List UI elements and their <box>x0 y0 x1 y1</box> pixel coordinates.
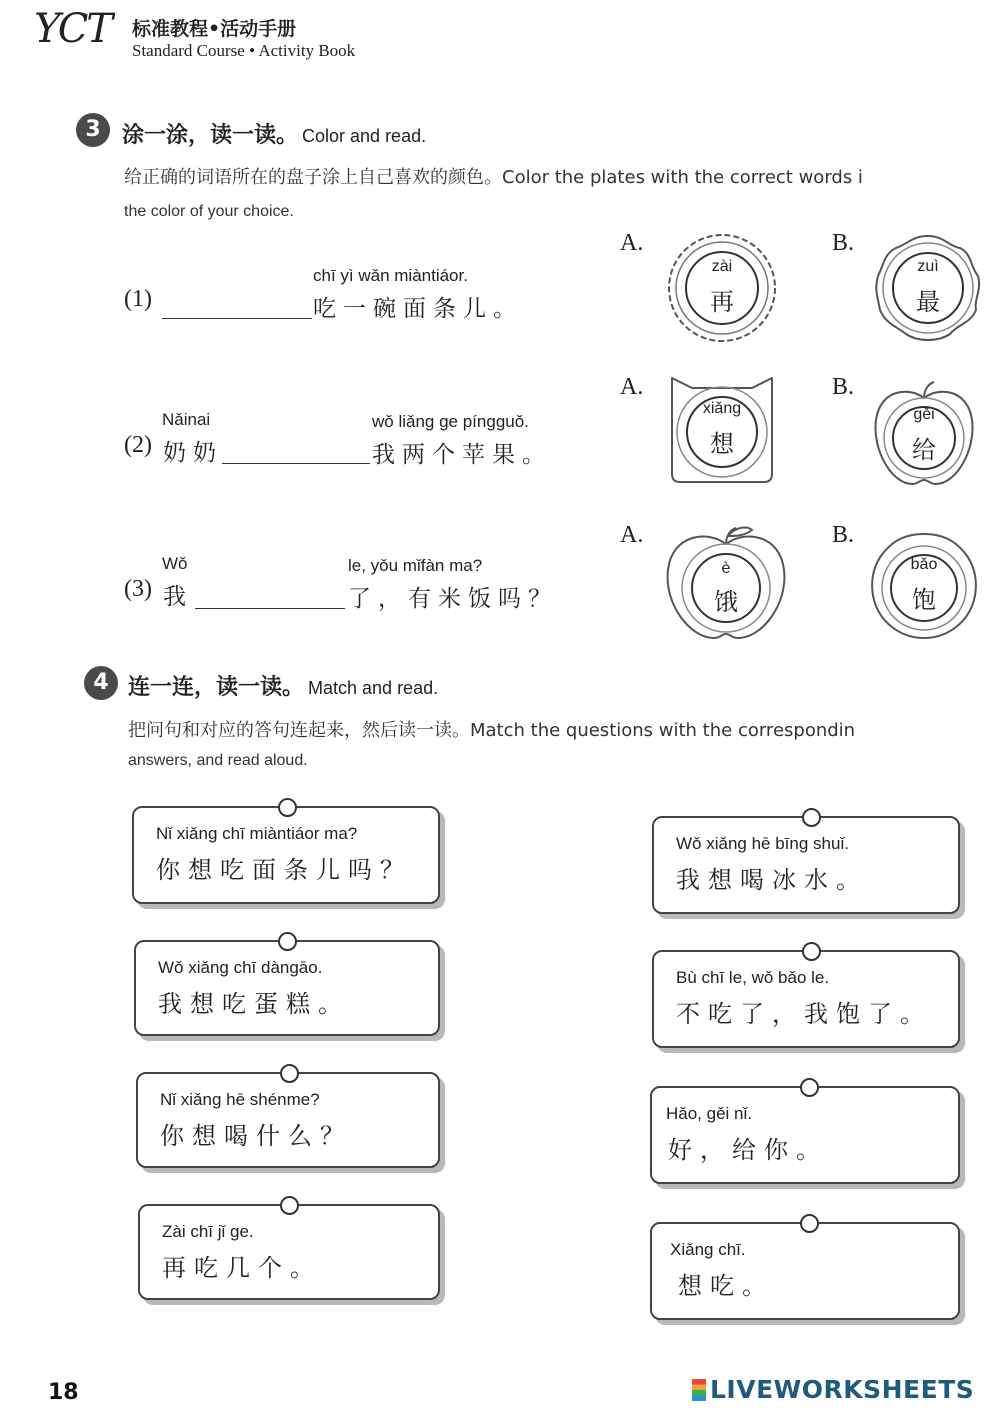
page-number: 18 <box>48 1380 79 1405</box>
section-3-title-cn: 涂一涂，读一读。 <box>122 123 299 148</box>
question-1-option-b-label: B. <box>832 230 855 256</box>
question-2-option-a-plate[interactable] <box>666 374 778 486</box>
question-3-option-a-label: A. <box>620 522 644 548</box>
question-2-number: (2) <box>124 432 152 458</box>
question-card-2-dot[interactable] <box>278 932 297 951</box>
apple-plate-icon <box>664 522 788 640</box>
liveworksheets-brand: LIVEWORKSHEETS <box>710 1375 975 1404</box>
question-1-option-a-pinyin: zài <box>711 258 733 275</box>
question-3-option-a-plate[interactable] <box>664 522 776 634</box>
answer-card-2 <box>652 950 960 1048</box>
answer-card-2-pinyin: Bù chī le, wǒ bǎo le. <box>676 968 830 987</box>
liveworksheets-logo <box>692 1375 974 1404</box>
question-1-option-a-plate[interactable] <box>666 232 778 344</box>
question-card-2 <box>134 940 440 1036</box>
question-card-3-hanzi: 你想喝什么？ <box>160 1122 352 1150</box>
answer-card-3 <box>650 1086 960 1184</box>
question-1-number: (1) <box>124 286 152 312</box>
answer-card-3-pinyin: Hǎo, gěi nǐ. <box>666 1104 752 1123</box>
answer-card-1-dot[interactable] <box>802 808 821 827</box>
question-1-option-b-hanzi: 最 <box>916 288 940 316</box>
book-subtitle: Standard Course • Activity Book <box>132 41 356 60</box>
question-3-blank[interactable] <box>195 608 345 609</box>
question-3-option-b-label: B. <box>832 522 855 548</box>
question-1-blank[interactable] <box>162 318 312 319</box>
question-3-pre-pinyin: Wǒ <box>162 554 188 573</box>
question-card-1-hanzi: 你想吃面条儿吗？ <box>156 856 412 884</box>
section-4-number: 4 <box>84 666 118 700</box>
section-3-title <box>122 118 426 149</box>
answer-card-4-dot[interactable] <box>800 1214 819 1233</box>
yct-logo: YCT <box>34 6 111 52</box>
answer-card-4 <box>650 1222 960 1320</box>
section-3-title-en: Color and read. <box>302 126 427 146</box>
question-2-pre-hanzi: 奶奶 <box>163 440 223 466</box>
question-card-2-pinyin: Wǒ xiǎng chī dàngāo. <box>158 958 323 977</box>
question-2-option-a-label: A. <box>620 374 644 400</box>
question-3-option-b-hanzi: 饱 <box>912 586 936 614</box>
answer-card-4-pinyin: Xiǎng chī. <box>670 1240 746 1259</box>
section-4-instruction: 把问句和对应的答句连起来，然后读一读。Match the questions with the correspondin <box>128 720 856 741</box>
question-card-4-pinyin: Zài chī jǐ ge. <box>162 1222 254 1241</box>
question-2-post-hanzi: 我两个苹果。 <box>372 442 552 468</box>
section-3-instruction: 给正确的词语所在的盘子涂上自己喜欢的颜色。Color the plates with the correct words i <box>124 167 863 188</box>
question-2-option-a-hanzi: 想 <box>710 430 734 458</box>
question-1-post-hanzi: 吃一碗面条儿。 <box>313 296 523 322</box>
question-3-option-a-pinyin: è <box>721 560 731 577</box>
question-2-option-a-pinyin: xiǎng <box>702 400 742 417</box>
answer-card-1-hanzi: 我想喝冰水。 <box>676 866 868 894</box>
question-2-post-pinyin: wǒ liǎng ge píngguǒ. <box>372 412 529 431</box>
question-2-option-b-pinyin: gěi <box>913 406 935 423</box>
section-4-instruction-2: answers, and read aloud. <box>128 752 308 769</box>
question-card-3-dot[interactable] <box>280 1064 299 1083</box>
question-2-option-b-label: B. <box>832 374 855 400</box>
section-4-title <box>128 670 438 701</box>
answer-card-2-hanzi: 不吃了，我饱了。 <box>676 1000 932 1028</box>
question-3-option-b-pinyin: bǎo <box>910 556 938 573</box>
question-card-1 <box>132 806 440 904</box>
question-1-option-b-plate[interactable] <box>872 232 984 344</box>
question-3-post-hanzi: 了，有米饭吗？ <box>348 586 558 612</box>
answer-card-3-dot[interactable] <box>800 1078 819 1097</box>
question-card-3 <box>136 1072 440 1168</box>
section-4-title-en: Match and read. <box>308 678 439 698</box>
section-3-instruction-2: the color of your choice. <box>124 203 294 220</box>
book-title: 标准教程•活动手册 <box>132 18 297 40</box>
question-card-4-hanzi: 再吃几个。 <box>162 1254 322 1282</box>
answer-card-1-pinyin: Wǒ xiǎng hē bīng shuǐ. <box>676 834 849 853</box>
section-4-title-cn: 连一连，读一读。 <box>128 675 305 700</box>
question-card-4-dot[interactable] <box>280 1196 299 1215</box>
question-card-3-pinyin: Nǐ xiǎng hē shénme? <box>160 1090 320 1109</box>
question-1-option-a-hanzi: 再 <box>710 288 734 316</box>
liveworksheets-icon <box>692 1379 706 1401</box>
question-3-number: (3) <box>124 576 152 602</box>
question-1-option-b-pinyin: zuì <box>917 258 939 275</box>
question-card-4 <box>138 1204 440 1300</box>
question-card-1-pinyin: Nǐ xiǎng chī miàntiáor ma? <box>156 824 358 843</box>
section-3-number: 3 <box>76 113 110 147</box>
question-card-2-hanzi: 我想吃蛋糕。 <box>158 990 350 1018</box>
answer-card-3-hanzi: 好，给你。 <box>668 1136 828 1164</box>
question-card-1-dot[interactable] <box>278 798 297 817</box>
question-3-option-b-plate[interactable] <box>868 530 980 642</box>
question-1-post-pinyin: chī yì wǎn miàntiáor. <box>313 266 468 285</box>
question-1-option-a-label: A. <box>620 230 644 256</box>
question-3-option-a-hanzi: 饿 <box>714 588 738 616</box>
question-2-option-b-hanzi: 给 <box>912 436 936 464</box>
answer-card-4-hanzi: 想吃。 <box>678 1272 774 1300</box>
question-2-option-b-plate[interactable] <box>868 380 980 492</box>
question-3-post-pinyin: le, yǒu mǐfàn ma? <box>348 556 483 575</box>
answer-card-1 <box>652 816 960 914</box>
question-2-blank[interactable] <box>222 463 370 464</box>
question-2-pre-pinyin: Nǎinai <box>162 410 211 429</box>
answer-card-2-dot[interactable] <box>802 942 821 961</box>
question-3-pre-hanzi: 我 <box>163 584 193 610</box>
